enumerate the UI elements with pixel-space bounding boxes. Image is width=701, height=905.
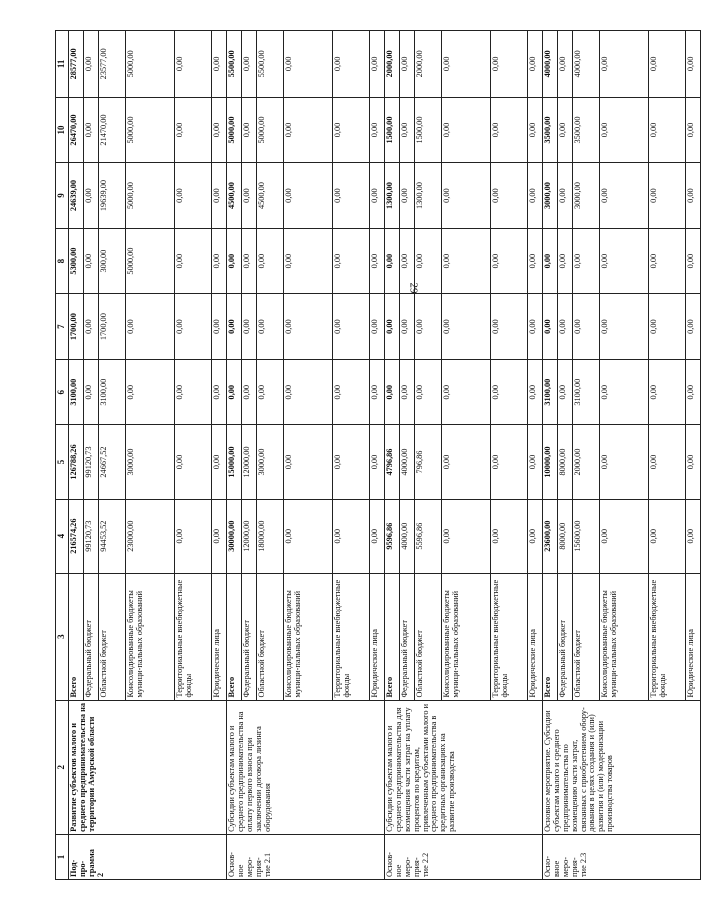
amount-cell: 4000,00 [399, 499, 414, 573]
amount-cell: 4796,86 [384, 425, 399, 499]
amount-cell: 0,00 [369, 31, 384, 98]
amount-cell: 23600,00 [542, 499, 557, 573]
amount-cell: 0,00 [174, 31, 211, 98]
amount-cell: 8000,00 [557, 425, 572, 499]
amount-cell: 10000,00 [542, 425, 557, 499]
amount-cell: 0,00 [241, 97, 256, 163]
amount-cell: 0,00 [542, 294, 557, 360]
amount-cell: 0,00 [414, 294, 441, 360]
amount-cell: 0,00 [527, 31, 542, 98]
funding-source: Областной бюджет [572, 573, 599, 700]
header-cell: 3 [56, 573, 69, 700]
amount-cell: 2000,00 [414, 31, 441, 98]
amount-cell: 24639,00 [68, 163, 83, 229]
amount-cell: 0,00 [490, 425, 527, 499]
funding-source: Территориальные внебюджетные фонды [648, 573, 685, 700]
amount-cell: 4000,00 [572, 31, 599, 98]
program-code: Под- про- грамма 2 [68, 834, 226, 879]
amount-cell: 0,00 [283, 499, 332, 573]
amount-cell: 0,00 [369, 228, 384, 294]
amount-cell: 0,00 [441, 163, 490, 229]
amount-cell: 0,00 [241, 359, 256, 425]
amount-cell: 0,00 [211, 228, 226, 294]
amount-cell: 5300,00 [68, 228, 83, 294]
amount-cell: 0,00 [384, 359, 399, 425]
funding-source: Областной бюджет [98, 573, 125, 700]
funding-source: Областной бюджет [414, 573, 441, 700]
program-name: Основное мероприятие. Субсидии субъектам малого и среднего предпринимательства по возмещению части затрат, связанных с приобретением обору-дования в целях создания и (или) развития и (или) модернизации производства товаров [542, 700, 700, 834]
amount-cell: 0,00 [599, 294, 648, 360]
funding-source: Консолидированные бюджеты муници-пальных образований [125, 573, 174, 700]
amount-cell: 0,00 [399, 163, 414, 229]
amount-cell: 0,00 [332, 97, 369, 163]
amount-cell: 3000,00 [542, 163, 557, 229]
amount-cell: 0,00 [527, 359, 542, 425]
amount-cell: 0,00 [174, 228, 211, 294]
amount-cell: 0,00 [83, 31, 98, 98]
amount-cell: 3500,00 [542, 97, 557, 163]
amount-cell: 19639,00 [98, 163, 125, 229]
amount-cell: 1700,00 [68, 294, 83, 360]
amount-cell: 0,00 [332, 31, 369, 98]
amount-cell: 26470,00 [68, 97, 83, 163]
amount-cell: 0,00 [599, 228, 648, 294]
amount-cell: 0,00 [174, 163, 211, 229]
amount-cell: 30000,00 [226, 499, 241, 573]
amount-cell: 0,00 [332, 294, 369, 360]
amount-cell: 0,00 [490, 359, 527, 425]
funding-source: Консолидированные бюджеты муници-пальных образований [441, 573, 490, 700]
amount-cell: 5596,86 [414, 499, 441, 573]
amount-cell: 0,00 [490, 294, 527, 360]
amount-cell: 0,00 [557, 294, 572, 360]
amount-cell: 0,00 [332, 163, 369, 229]
amount-cell: 4500,00 [256, 163, 283, 229]
amount-cell: 0,00 [557, 163, 572, 229]
funding-source: Всего [384, 573, 399, 700]
amount-cell: 0,00 [685, 359, 700, 425]
table-row [68, 31, 83, 880]
amount-cell: 0,00 [399, 359, 414, 425]
amount-cell: 23577,00 [98, 31, 125, 98]
funding-source: Юридические лица [527, 573, 542, 700]
amount-cell: 0,00 [490, 97, 527, 163]
funding-source: Юридические лица [211, 573, 226, 700]
amount-cell: 0,00 [211, 163, 226, 229]
amount-cell: 0,00 [648, 359, 685, 425]
header-cell: 7 [56, 294, 69, 360]
amount-cell: 0,00 [369, 359, 384, 425]
amount-cell: 300,00 [98, 228, 125, 294]
amount-cell: 0,00 [572, 294, 599, 360]
rotated-table-wrapper [55, 30, 695, 880]
amount-cell: 3500,00 [572, 97, 599, 163]
amount-cell: 0,00 [648, 97, 685, 163]
amount-cell: 5500,00 [256, 31, 283, 98]
amount-cell: 0,00 [369, 499, 384, 573]
amount-cell: 0,00 [241, 228, 256, 294]
funding-source: Территориальные внебюджетные фонды [174, 573, 211, 700]
amount-cell: 18000,00 [256, 499, 283, 573]
amount-cell: 1500,00 [414, 97, 441, 163]
amount-cell: 3100,00 [542, 359, 557, 425]
amount-cell: 0,00 [83, 294, 98, 360]
budget-table [55, 30, 701, 880]
header-cell: 8 [56, 228, 69, 294]
amount-cell: 4000,00 [542, 31, 557, 98]
amount-cell: 5000,00 [125, 228, 174, 294]
amount-cell: 0,00 [399, 31, 414, 98]
amount-cell: 0,00 [441, 294, 490, 360]
amount-cell: 0,00 [685, 228, 700, 294]
table-row [542, 31, 557, 880]
amount-cell: 3100,00 [572, 359, 599, 425]
table-body [68, 31, 700, 880]
amount-cell: 0,00 [283, 97, 332, 163]
amount-cell: 0,00 [490, 499, 527, 573]
amount-cell: 0,00 [441, 31, 490, 98]
amount-cell: 0,00 [283, 294, 332, 360]
amount-cell: 0,00 [256, 228, 283, 294]
amount-cell: 0,00 [83, 97, 98, 163]
amount-cell: 0,00 [527, 228, 542, 294]
amount-cell: 0,00 [369, 425, 384, 499]
amount-cell: 5000,00 [125, 97, 174, 163]
amount-cell: 0,00 [414, 228, 441, 294]
amount-cell: 0,00 [332, 499, 369, 573]
amount-cell: 0,00 [527, 499, 542, 573]
amount-cell: 5000,00 [125, 163, 174, 229]
amount-cell: 0,00 [685, 294, 700, 360]
funding-source: Всего [226, 573, 241, 700]
funding-source: Консолидированные бюджеты муници-пальных образований [283, 573, 332, 700]
amount-cell: 0,00 [211, 31, 226, 98]
amount-cell: 0,00 [414, 359, 441, 425]
amount-cell: 3000,00 [256, 425, 283, 499]
amount-cell: 216574,26 [68, 499, 83, 573]
program-code: Основ- ное меро- прия- тие 2.2 [384, 834, 542, 879]
amount-cell: 0,00 [572, 228, 599, 294]
amount-cell: 94453,52 [98, 499, 125, 573]
funding-source: Федеральный бюджет [557, 573, 572, 700]
amount-cell: 0,00 [527, 163, 542, 229]
amount-cell: 3100,00 [68, 359, 83, 425]
amount-cell: 0,00 [83, 359, 98, 425]
amount-cell: 0,00 [527, 294, 542, 360]
amount-cell: 0,00 [174, 359, 211, 425]
amount-cell: 0,00 [332, 425, 369, 499]
amount-cell: 0,00 [599, 499, 648, 573]
amount-cell: 12000,00 [241, 425, 256, 499]
program-code: Основ- ное меро- прия- тие 2.1 [226, 834, 384, 879]
amount-cell: 0,00 [490, 228, 527, 294]
program-name: Субсидии субъектам малого и среднего предпринимательства для возмещения части затрат на уплату процентов по кредитам, привлеченным субъектами малого и среднего предпринимательства в кредитных организациях на развитие производства [384, 700, 542, 834]
amount-cell: 0,00 [441, 425, 490, 499]
amount-cell: 0,00 [599, 425, 648, 499]
amount-cell: 0,00 [557, 97, 572, 163]
amount-cell: 0,00 [369, 97, 384, 163]
amount-cell: 0,00 [384, 294, 399, 360]
amount-cell: 0,00 [384, 228, 399, 294]
header-cell: 5 [56, 425, 69, 499]
amount-cell: 8000,00 [557, 499, 572, 573]
amount-cell: 0,00 [542, 228, 557, 294]
table-row [384, 31, 399, 880]
amount-cell: 0,00 [648, 425, 685, 499]
amount-cell: 99120,73 [83, 499, 98, 573]
amount-cell: 0,00 [283, 228, 332, 294]
amount-cell: 0,00 [241, 163, 256, 229]
funding-source: Областной бюджет [256, 573, 283, 700]
header-row [56, 31, 69, 880]
amount-cell: 0,00 [332, 228, 369, 294]
amount-cell: 0,00 [332, 359, 369, 425]
amount-cell: 99120,73 [83, 425, 98, 499]
amount-cell: 0,00 [599, 163, 648, 229]
amount-cell: 0,00 [283, 359, 332, 425]
amount-cell: 0,00 [527, 97, 542, 163]
amount-cell: 5000,00 [256, 97, 283, 163]
amount-cell: 0,00 [399, 228, 414, 294]
amount-cell: 126788,26 [68, 425, 83, 499]
amount-cell: 0,00 [369, 294, 384, 360]
page-number: 29 [407, 282, 420, 294]
amount-cell: 1700,00 [98, 294, 125, 360]
amount-cell: 0,00 [599, 97, 648, 163]
table-row [226, 31, 241, 880]
amount-cell: 0,00 [211, 294, 226, 360]
amount-cell: 796,86 [414, 425, 441, 499]
funding-source: Консолидированные бюджеты муници-пальных образований [599, 573, 648, 700]
header-cell: 1 [56, 834, 69, 879]
amount-cell: 0,00 [648, 228, 685, 294]
program-code: Осно- вное меро- прия- тие 2.3 [542, 834, 700, 879]
funding-source: Территориальные внебюджетные фонды [332, 573, 369, 700]
amount-cell: 0,00 [211, 499, 226, 573]
amount-cell: 0,00 [685, 97, 700, 163]
amount-cell: 3000,00 [125, 425, 174, 499]
funding-source: Всего [542, 573, 557, 700]
amount-cell: 21470,00 [98, 97, 125, 163]
amount-cell: 0,00 [283, 31, 332, 98]
funding-source: Территориальные внебюджетные фонды [490, 573, 527, 700]
amount-cell: 0,00 [241, 294, 256, 360]
amount-cell: 0,00 [441, 228, 490, 294]
amount-cell: 0,00 [441, 359, 490, 425]
amount-cell: 2000,00 [572, 425, 599, 499]
amount-cell: 0,00 [685, 425, 700, 499]
amount-cell: 0,00 [256, 359, 283, 425]
amount-cell: 0,00 [211, 425, 226, 499]
funding-source: Федеральный бюджет [399, 573, 414, 700]
amount-cell: 23000,00 [125, 499, 174, 573]
amount-cell: 0,00 [527, 425, 542, 499]
amount-cell: 4000,00 [399, 425, 414, 499]
amount-cell: 5500,00 [226, 31, 241, 98]
header-cell: 9 [56, 163, 69, 229]
amount-cell: 0,00 [441, 499, 490, 573]
amount-cell: 0,00 [685, 31, 700, 98]
program-name: Субсидии субъектам малого и среднего предпринимательства на оплату первого взноса при заключении договора лизинга оборудования [226, 700, 384, 834]
amount-cell: 0,00 [174, 97, 211, 163]
funding-source: Всего [68, 573, 83, 700]
amount-cell: 1300,00 [414, 163, 441, 229]
program-name: Развитие субъектов малого и среднего предпринимательства на территории Амурской области [68, 700, 226, 834]
amount-cell: 0,00 [490, 31, 527, 98]
amount-cell: 0,00 [648, 163, 685, 229]
amount-cell: 0,00 [174, 294, 211, 360]
amount-cell: 0,00 [557, 228, 572, 294]
amount-cell: 0,00 [490, 163, 527, 229]
amount-cell: 4500,00 [226, 163, 241, 229]
header-cell: 10 [56, 97, 69, 163]
amount-cell: 0,00 [599, 31, 648, 98]
amount-cell: 0,00 [83, 228, 98, 294]
amount-cell: 0,00 [241, 31, 256, 98]
amount-cell: 24667,52 [98, 425, 125, 499]
amount-cell: 0,00 [369, 163, 384, 229]
amount-cell: 15000,00 [226, 425, 241, 499]
amount-cell: 0,00 [283, 425, 332, 499]
amount-cell: 0,00 [399, 294, 414, 360]
amount-cell: 0,00 [557, 359, 572, 425]
amount-cell: 0,00 [174, 499, 211, 573]
amount-cell: 9596,86 [384, 499, 399, 573]
amount-cell: 0,00 [83, 163, 98, 229]
amount-cell: 0,00 [557, 31, 572, 98]
amount-cell: 0,00 [211, 97, 226, 163]
amount-cell: 0,00 [125, 359, 174, 425]
amount-cell: 5000,00 [226, 97, 241, 163]
amount-cell: 28577,00 [68, 31, 83, 98]
amount-cell: 0,00 [256, 294, 283, 360]
header-cell: 11 [56, 31, 69, 98]
amount-cell: 0,00 [441, 97, 490, 163]
amount-cell: 0,00 [685, 163, 700, 229]
amount-cell: 0,00 [226, 359, 241, 425]
amount-cell: 3000,00 [572, 163, 599, 229]
amount-cell: 0,00 [648, 31, 685, 98]
amount-cell: 0,00 [174, 425, 211, 499]
amount-cell: 0,00 [399, 97, 414, 163]
amount-cell: 0,00 [226, 228, 241, 294]
header-cell: 6 [56, 359, 69, 425]
amount-cell: 0,00 [648, 499, 685, 573]
amount-cell: 1500,00 [384, 97, 399, 163]
amount-cell: 0,00 [226, 294, 241, 360]
funding-source: Юридические лица [369, 573, 384, 700]
amount-cell: 5000,00 [125, 31, 174, 98]
amount-cell: 0,00 [648, 294, 685, 360]
funding-source: Федеральный бюджет [83, 573, 98, 700]
amount-cell: 12000,00 [241, 499, 256, 573]
amount-cell: 0,00 [125, 294, 174, 360]
header-cell: 2 [56, 700, 69, 834]
amount-cell: 1300,00 [384, 163, 399, 229]
amount-cell: 15600,00 [572, 499, 599, 573]
amount-cell: 0,00 [283, 163, 332, 229]
amount-cell: 3100,00 [98, 359, 125, 425]
amount-cell: 0,00 [599, 359, 648, 425]
funding-source: Федеральный бюджет [241, 573, 256, 700]
amount-cell: 0,00 [211, 359, 226, 425]
header-cell: 4 [56, 499, 69, 573]
funding-source: Юридические лица [685, 573, 700, 700]
amount-cell: 2000,00 [384, 31, 399, 98]
amount-cell: 0,00 [685, 499, 700, 573]
